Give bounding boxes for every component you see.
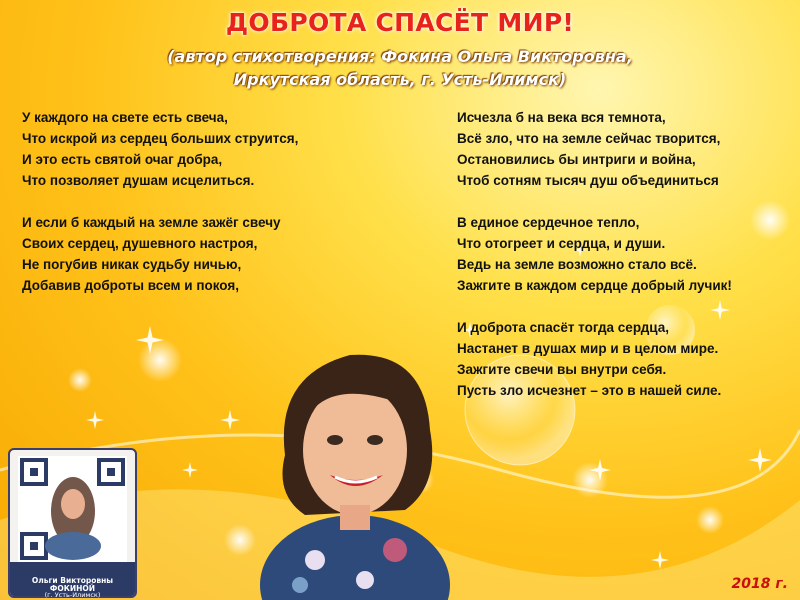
poem-line: И доброта спасёт тогда сердца, (457, 320, 670, 335)
poem-line: Что отогреет и сердца, и души. (457, 236, 666, 251)
poem-line: Чтоб сотням тысяч душ объединиться (457, 173, 719, 188)
poem-line: И если б каждый на земле зажёг свечу (22, 215, 281, 230)
poem-left-column (22, 107, 298, 317)
poem-line: В единое сердечное тепло, (457, 215, 640, 230)
badge-name-line1: Ольги Викторовны (31, 576, 114, 585)
poem-line: Ведь на земле возможно стало всё. (457, 257, 697, 272)
poem-line: Своих сердец, душевного настроя, (22, 236, 258, 251)
stanza (22, 107, 298, 191)
poem-line: Добавив доброты всем и покоя, (22, 278, 239, 293)
poem-line: Зажгите в каждом сердце добрый лучик! (457, 278, 732, 293)
stanza (457, 317, 732, 401)
poem-line: Всё зло, что на земле сейчас творится, (457, 131, 721, 146)
poem-right-column (457, 107, 732, 422)
badge-city: (г. Усть-Илимск) (44, 591, 101, 599)
sparkle-icon (651, 551, 669, 569)
page-title: ДОБРОТА СПАСЁТ МИР! (225, 8, 575, 37)
qr-code-image (18, 456, 127, 562)
poem-line: Остановились бы интриги и война, (457, 152, 696, 167)
poem-line: И это есть святой очаг добра, (22, 152, 223, 167)
stanza (457, 212, 732, 296)
poem-line: Что искрой из сердец больших струится, (22, 131, 299, 146)
sparkle-icon (182, 462, 198, 478)
author-line-2: Иркутская область, г. Усть-Илимск) (233, 70, 567, 89)
poem-line: У каждого на свете есть свеча, (22, 110, 228, 125)
author-badge (8, 448, 137, 598)
poem-line: Настанет в душах мир и в целом мире. (457, 341, 719, 356)
sparkle-icon (220, 410, 240, 430)
badge-name-line2: ФОКИНОЙ (49, 584, 96, 593)
author-line-1: (автор стихотворения: Фокина Ольга Викторовна, (167, 47, 633, 66)
poem-line: Зажгите свечи вы внутри себя. (457, 362, 667, 377)
poem-line: Исчезла б на века вся темнота, (457, 110, 666, 125)
year-label: 2018 г. (731, 576, 788, 592)
sparkle-icon (86, 411, 104, 429)
poem-line: Не погубив никак судьбу ничью, (22, 257, 242, 272)
poem-line: Пусть зло исчезнет – это в нашей силе. (457, 383, 722, 398)
poem-line: Что позволяет душам исцелиться. (22, 173, 255, 188)
author-portrait (255, 335, 455, 600)
stanza (457, 107, 732, 191)
stanza (22, 212, 298, 296)
